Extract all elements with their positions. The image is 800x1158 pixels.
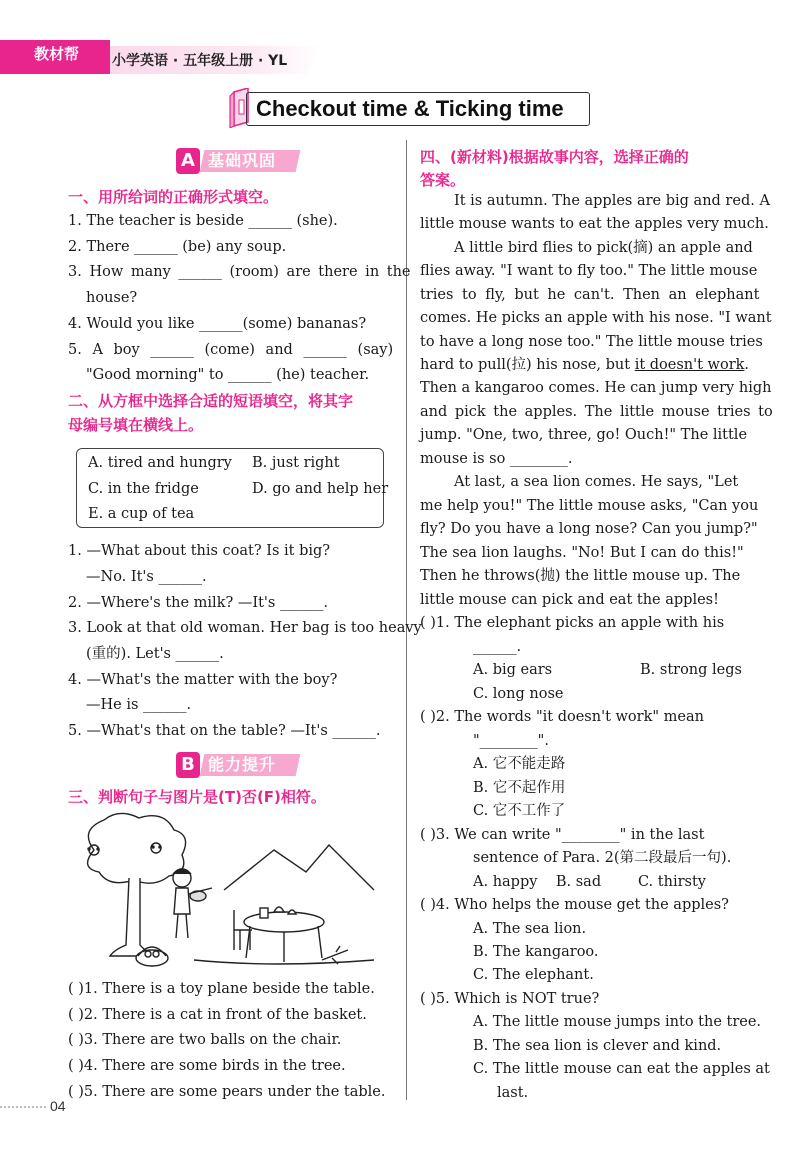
question: ( )2. The words "it doesn't work" mean	[420, 709, 704, 725]
tree-crown	[88, 813, 186, 883]
story-line: little mouse can pick and eat the apples!	[420, 592, 719, 608]
option-b: B. just right	[252, 455, 340, 471]
answer-option: C. The little mouse can eat the apples at	[473, 1061, 770, 1077]
section-a-label: 基础巩固	[208, 151, 277, 170]
story-line: mouse is so ________.	[420, 451, 573, 467]
part1-line: 4. Would you like ______(some) bananas?	[68, 316, 367, 332]
part1-line: 1. The teacher is beside ______ (she).	[68, 213, 338, 229]
part3-title: 三、判断句子与图片是(T)否(F)相符。	[68, 788, 326, 806]
answer-option-cont: last.	[497, 1085, 529, 1101]
underlined-phrase: it doesn't work	[634, 357, 745, 373]
part1-line: 3. How many ______ (room) are there in the	[68, 264, 411, 280]
part1-line: 2. There ______ (be) any soup.	[68, 239, 287, 255]
story-line-end: .	[744, 357, 750, 373]
footer-dots	[0, 1106, 46, 1112]
answer-option: B. The kangaroo.	[473, 944, 599, 960]
answer-option: B. 它不起作用	[473, 780, 566, 796]
option-c: C. in the fridge	[88, 481, 199, 497]
question-cont: sentence of Para. 2(第二段最后一句).	[473, 850, 732, 866]
story-line: me help you!" The little mouse asks, "Can you	[420, 498, 759, 514]
answer-option: C. The elephant.	[473, 967, 594, 983]
part2-line: 4. —What's the matter with the boy?	[68, 672, 338, 688]
part1-line: "Good morning" to ______ (he) teacher.	[86, 367, 370, 383]
part2-line: —No. It's ______.	[86, 569, 207, 585]
option-d: D. go and help her	[252, 481, 389, 497]
plane-icon	[322, 946, 348, 964]
answer-option: B. strong legs	[640, 662, 742, 678]
story-line: little mouse wants to eat the apples very much.	[420, 216, 769, 232]
story-line: Then he throws(抛) the little mouse up. The	[420, 568, 741, 584]
story-line: comes. He picks an apple with his nose. "I want	[420, 310, 772, 326]
scene-illustration	[74, 810, 384, 976]
part2-line: 3. Look at that old woman. Her bag is too heavy	[68, 620, 422, 636]
part2-line: 1. —What about this coat? Is it big?	[68, 543, 331, 559]
question-cont: "________".	[473, 733, 549, 749]
answer-option: A. 它不能走路	[473, 756, 566, 772]
option-e: E. a cup of tea	[88, 506, 195, 522]
answer-option: A. big ears	[473, 662, 553, 678]
answer-option: A. The sea lion.	[473, 921, 587, 937]
story-line: At last, a sea lion comes. He says, "Let	[454, 474, 739, 490]
page-number: 04	[50, 1098, 66, 1114]
section-b-letter: B	[176, 752, 200, 778]
page-title: Checkout time & Ticking time	[256, 96, 564, 121]
story-line-part: hard to pull(拉) his nose, but	[420, 357, 631, 373]
section-b-label: 能力提升	[208, 755, 277, 774]
answer-option: C. long nose	[473, 686, 564, 702]
question: ( )4. Who helps the mouse get the apples?	[420, 897, 729, 913]
part2-line: —He is ______.	[86, 697, 192, 713]
question: ( )3. We can write "________" in the last	[420, 827, 705, 843]
header-badge: 教材帮	[0, 40, 110, 74]
section-a-heading	[176, 148, 300, 174]
answer-option: A. The little mouse jumps into the tree.	[473, 1014, 762, 1030]
option-a: A. tired and hungry	[88, 455, 232, 471]
question-cont: ______.	[473, 639, 522, 655]
part2-line: (重的). Let's ______.	[86, 646, 224, 662]
part4-title-cont: 答案。	[420, 171, 466, 189]
part3-item: ( )3. There are two balls on the chair.	[68, 1032, 342, 1048]
chair-icon	[234, 910, 252, 950]
answer-option: B. The sea lion is clever and kind.	[473, 1038, 722, 1054]
question: ( )1. The elephant picks an apple with his	[420, 615, 725, 631]
boy-icon	[173, 869, 212, 938]
part3-item: ( )5. There are some pears under the table.	[68, 1084, 386, 1100]
story-line: and pick the apples. The little mouse tries to	[420, 404, 773, 420]
part3-item: ( )4. There are some birds in the tree.	[68, 1058, 346, 1074]
part1-line: 5. A boy ______ (come) and ______ (say)	[68, 342, 394, 358]
part1-title: 一、用所给词的正确形式填空。	[68, 188, 279, 206]
answer-options-row: A. happy B. sad C. thirsty	[473, 874, 706, 890]
mountains	[224, 845, 374, 890]
section-a-letter: A	[176, 148, 200, 174]
story-line: jump. "One, two, three, go! Ouch!" The little	[420, 427, 748, 443]
answer-option: C. 它不工作了	[473, 803, 566, 819]
story-line: flies away. "I want to fly too." The little mouse	[420, 263, 758, 279]
part3-item: ( )1. There is a toy plane beside the table.	[68, 981, 375, 997]
story-line: tries to fly, but he can't. Then an elephant	[420, 287, 760, 303]
part2-title-cont: 母编号填在横线上。	[68, 416, 204, 434]
story-line	[420, 354, 749, 376]
question: ( )5. Which is NOT true?	[420, 991, 600, 1007]
part2-line: 5. —What's that on the table? —It's ______.	[68, 723, 381, 739]
table-icon	[244, 907, 324, 962]
story-line: It is autumn. The apples are big and red. A	[454, 193, 770, 209]
story-line: The sea lion laughs. "No! But I can do this!"	[420, 545, 744, 561]
part2-line: 2. —Where's the milk? —It's ______.	[68, 595, 329, 611]
part4-title: 四、(新材料)根据故事内容，选择正确的	[420, 148, 689, 166]
header-title: 小学英语 · 五年级上册 · YL	[112, 53, 288, 69]
tree-trunk	[110, 878, 154, 956]
section-b-heading	[176, 752, 300, 778]
story-line: Then a kangaroo comes. He can jump very high	[420, 380, 772, 396]
story-line: fly? Do you have a long nose? Can you jump?"	[420, 521, 758, 537]
part3-item: ( )2. There is a cat in front of the basket.	[68, 1007, 367, 1023]
story-line: A little bird flies to pick(摘) an apple and	[454, 240, 753, 256]
part1-line: house?	[86, 290, 138, 306]
part2-title: 二、从方框中选择合适的短语填空，将其字	[68, 392, 354, 410]
story-line: to have a long nose too." The little mouse tries	[420, 334, 763, 350]
